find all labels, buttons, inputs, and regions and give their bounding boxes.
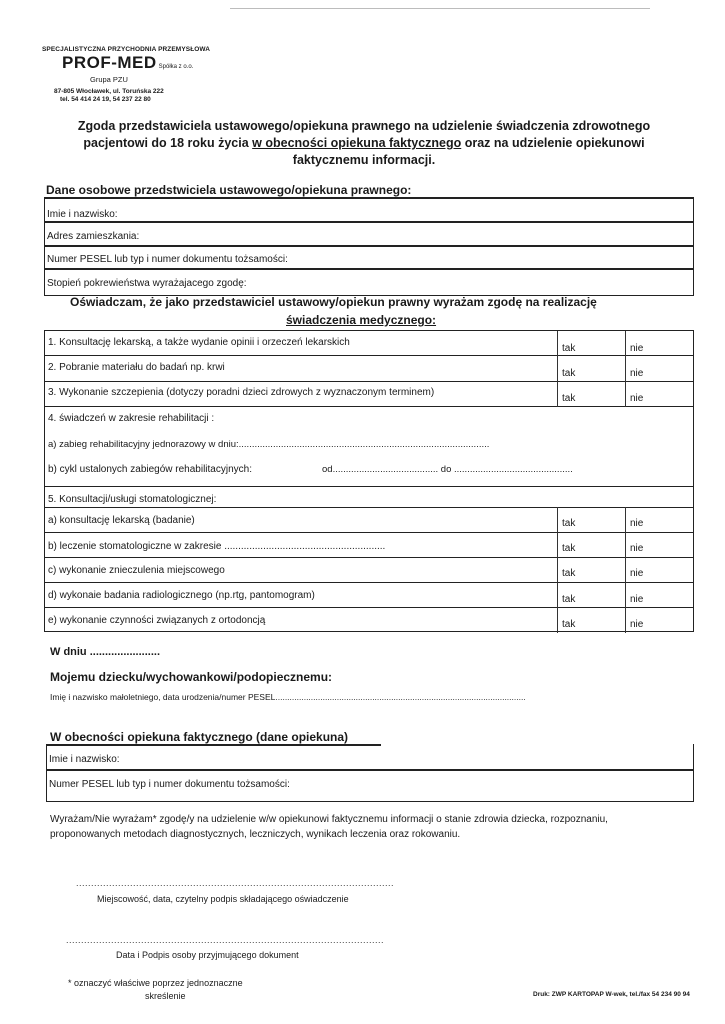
signature-line-declarant[interactable]: .......................................................................................................... [76, 878, 395, 888]
no-option[interactable]: nie [630, 393, 644, 404]
title-line-2-underlined: w obecności opiekuna faktycznego [252, 136, 462, 150]
guardian-pesel-field[interactable]: Numer PESEL lub typ i numer dokumentu tożsamości: [47, 254, 288, 265]
title-line-2 [44, 135, 684, 152]
yes-option[interactable]: tak [562, 543, 576, 554]
caregiver-data-box [46, 744, 694, 802]
column-divider [557, 331, 558, 407]
divider [45, 507, 693, 508]
no-option[interactable]: nie [630, 568, 644, 579]
child-section-heading: Mojemu dziecku/wychowankowi/podopiecznemu: [50, 670, 333, 684]
title-line-1: Zgoda przedstawiciela ustawowego/opiekuna prawnego na udzielenie świadczenia zdrowotnego [77, 119, 651, 133]
footnote [68, 977, 243, 1003]
column-divider [557, 507, 558, 633]
yes-option[interactable]: tak [562, 368, 576, 379]
declaration-line-1: Oświadczam, że jako przedstawiciel ustawowy/opiekun prawny wyrażam zgodę na realizację [70, 295, 597, 309]
no-option[interactable]: nie [630, 543, 644, 554]
rehab-cycle-dates-field[interactable]: od........................................ do ............................................. [322, 464, 573, 475]
title-line-2-post: oraz na udzielenie opiekunowi [461, 136, 645, 150]
dental-heading: 5. Konsultacji/usługi stomatologicznej: [48, 494, 217, 505]
guardian-name-field[interactable]: Imie i nazwisko: [47, 209, 118, 220]
yes-option[interactable]: tak [562, 568, 576, 579]
divider [45, 582, 693, 583]
divider [45, 486, 693, 487]
declaration-line-2: świadczenia medycznego: [286, 313, 437, 327]
column-divider [625, 331, 626, 407]
logo-row [62, 54, 242, 72]
printer-info: Druk: ZWP KARTOPAP W-wek, tel./fax 54 234 90 94 [533, 991, 690, 998]
scan-edge-line [230, 8, 650, 9]
consent-row-vaccination: 3. Wykonanie szczepienia (dotyczy poradni dzieci zdrowych z wyznaczonym terminem) [48, 387, 435, 398]
divider [45, 268, 693, 270]
letterhead [42, 46, 242, 103]
column-divider [625, 507, 626, 633]
consent-row-blood-sample: 2. Pobranie materiału do badań np. krwi [48, 362, 225, 373]
consent-table [44, 330, 694, 632]
company-group: Grupa PZU [90, 75, 128, 84]
footnote-line-1: * oznaczyć właściwe poprzez jednoznaczne [68, 978, 243, 988]
footnote-line-2: skreślenie [145, 991, 186, 1001]
no-option[interactable]: nie [630, 368, 644, 379]
guardian-section-heading: Dane osobowe przedstwiciela ustawowego/opiekuna prawnego: [46, 183, 412, 197]
no-option[interactable]: nie [630, 518, 644, 529]
yes-option[interactable]: tak [562, 619, 576, 630]
caregiver-name-field[interactable]: Imie i nazwisko: [49, 754, 120, 765]
dental-row-orthodontics: e) wykonanie czynności związanych z ortodoncją [48, 615, 266, 626]
divider [45, 221, 693, 223]
child-data-field[interactable]: Imię i nazwisko małoletniego, data urodzenia/numer PESEL.......................................................................................................... [50, 692, 526, 702]
divider [45, 557, 693, 558]
rehab-cycle-label: b) cykl ustalonych zabiegów rehabilitacyjnych: [48, 464, 252, 475]
yes-option[interactable]: tak [562, 343, 576, 354]
title-line-2-pre: pacjentowi do 18 roku życia [83, 136, 253, 150]
company-address: 87-805 Włocławek, ul. Toruńska 222 [54, 88, 164, 95]
company-name: SPECJALISTYCZNA PRZYCHODNIA PRZEMYSŁOWA [42, 46, 211, 53]
signature-label-declarant: Miejscowość, data, czytelny podpis składającego oświadczenie [97, 894, 349, 904]
yes-option[interactable]: tak [562, 518, 576, 529]
divider [45, 607, 693, 608]
consent-text-line-2: proponowanych metodach diagnostycznych, leczniczych, wynikach leczenia oraz rokowaniu. [50, 829, 461, 840]
divider [45, 245, 693, 247]
title-line-3: faktycznemu informacji. [292, 153, 436, 167]
dental-row-treatment: b) leczenie stomatologiczne w zakresie .......................................................... [48, 541, 386, 552]
no-option[interactable]: nie [630, 594, 644, 605]
guardian-address-field[interactable]: Adres zamieszkania: [47, 231, 140, 242]
divider [45, 381, 693, 382]
dental-row-consultation: a) konsultację lekarską (badanie) [48, 515, 195, 526]
signature-label-receiver: Data i Podpis osoby przyjmującego dokument [116, 950, 299, 960]
yes-option[interactable]: tak [562, 393, 576, 404]
company-phone: tel. 54 414 24 19, 54 237 22 80 [60, 96, 151, 103]
consent-text-line-1: Wyrażam/Nie wyrażam* zgodę/y na udzielenie w/w opiekunowi faktycznemu informacji o stanie zdrowia dziecka, rozpoznaniu, [50, 814, 608, 825]
divider [45, 532, 693, 533]
divider [45, 355, 693, 356]
divider [45, 406, 693, 407]
dental-row-radiology: d) wykonaie badania radiologicznego (np.rtg, pantomogram) [48, 590, 315, 601]
caregiver-pesel-field[interactable]: Numer PESEL lub typ i numer dokumentu tożsamości: [49, 779, 290, 790]
no-option[interactable]: nie [630, 343, 644, 354]
yes-option[interactable]: tak [562, 594, 576, 605]
company-legal-form: Spółka z o.o. [158, 64, 194, 70]
caregiver-section-heading: W obecności opiekuna faktycznego (dane opiekuna) [50, 730, 349, 744]
document-title [44, 118, 684, 169]
divider [47, 769, 693, 771]
guardian-data-box [44, 199, 694, 296]
dental-row-anesthesia: c) wykonanie znieczulenia miejscowego [48, 565, 225, 576]
rehab-single-date-field[interactable]: a) zabieg rehabilitacyjny jednorazowy w dniu:............................................................................................... [48, 439, 490, 450]
signature-line-receiver[interactable]: .......................................................................................................... [66, 935, 385, 945]
rehab-heading: 4. świadczeń w zakresie rehabilitacji : [48, 413, 215, 424]
date-field[interactable]: W dniu ....................... [50, 646, 160, 658]
consent-row-consultation: 1. Konsultację lekarską, a także wydanie opinii i orzeczeń lekarskich [48, 337, 350, 348]
no-option[interactable]: nie [630, 619, 644, 630]
company-logo: PROF-MED [62, 53, 157, 72]
guardian-relationship-field[interactable]: Stopień pokrewieństwa wyrażajacego zgodę: [47, 278, 247, 289]
